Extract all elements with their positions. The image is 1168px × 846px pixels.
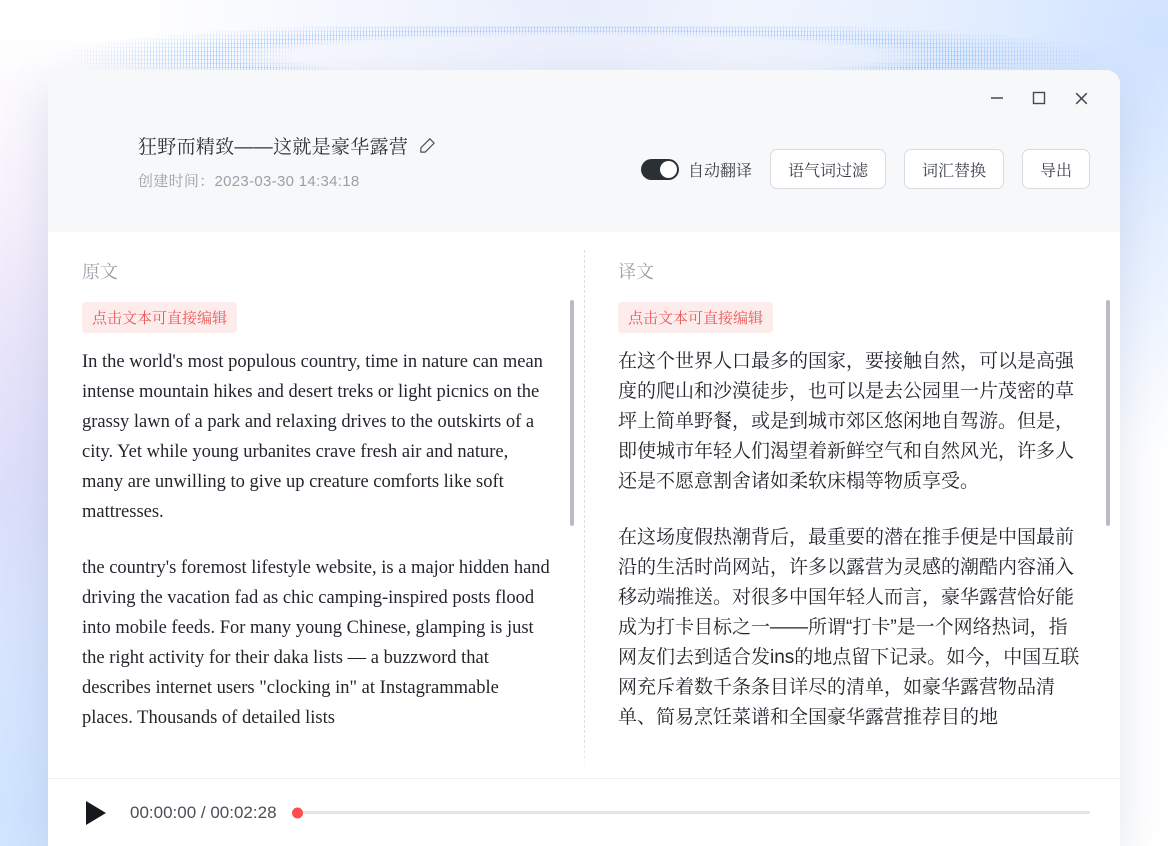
target-scrollbar[interactable] xyxy=(1106,300,1110,526)
close-icon[interactable] xyxy=(1060,81,1102,115)
document-header xyxy=(48,126,1120,232)
replace-words-button[interactable]: 词汇替换 xyxy=(904,149,1004,189)
page-title: 狂野而精致——这就是豪华露营 xyxy=(138,137,409,158)
target-pane xyxy=(584,232,1120,778)
maximize-icon[interactable] xyxy=(1018,81,1060,115)
play-icon[interactable] xyxy=(78,796,112,830)
document-title-row xyxy=(138,132,437,159)
window-titlebar xyxy=(48,70,1120,126)
source-paragraph[interactable]: the country's foremost lifestyle website, is a major hidden hand driving the vacation fad as chic camping-inspired posts flood into mobile feeds. For many young Chinese, glamping is just the right activity for their daka lists — a buzzword that describes internet users "clocking in" at Instagrammable places. Thousands of detailed lists xyxy=(82,558,550,728)
app-window xyxy=(48,70,1120,846)
playback-progress-track[interactable] xyxy=(295,811,1090,814)
export-button[interactable]: 导出 xyxy=(1022,149,1090,189)
source-fade-overlay xyxy=(48,744,584,778)
target-paragraph[interactable]: 在这场度假热潮背后，最重要的潜在推手便是中国最前沿的生活时尚网站，许多以露营为灵感的潮酷内容涌入移动端推送。对很多中国年轻人而言，豪华露营恰好能成为打卡目标之一——所谓“打卡”是一个网络热词，指网友们去到适合发ins的地点留下记录。如今，中国互联网充斥着数千条条目详尽的清单，如豪华露营物品清单、简易烹饪菜谱和全国豪华露营推荐目的地 xyxy=(618,527,1080,728)
auto-translate-label: 自动翻译 xyxy=(687,162,752,180)
source-paragraph[interactable]: In the world's most populous country, time in nature can mean intense mountain hikes and desert treks or light picnics on the grassy lawn of a park and relaxing drives to the outskirts of a city. Yet while young urbanites crave fresh air and nature, many are unwilling to give up creature comforts like soft mattresses. xyxy=(82,352,543,522)
target-pane-title: 译文 xyxy=(618,262,654,282)
created-time-label: 创建时间：2023-03-30 14:34:18 xyxy=(138,173,360,190)
target-fade-overlay xyxy=(584,744,1120,778)
auto-translate-toggle[interactable] xyxy=(641,159,679,180)
source-pane-title: 原文 xyxy=(82,262,118,282)
auto-translate-toggle-group[interactable] xyxy=(641,158,752,181)
header-actions xyxy=(641,149,1090,189)
transcript-panes xyxy=(48,232,1120,778)
toggle-knob xyxy=(660,161,677,178)
minimize-icon[interactable] xyxy=(976,81,1018,115)
target-paragraph[interactable]: 在这个世界人口最多的国家，要接触自然，可以是高强度的爬山和沙漠徒步，也可以是去公园里一片茂密的草坪上简单野餐，或是到城市郊区悠闲地自驾游。但是，即使城市年轻人们渴望着新鲜空气和自然风光，许多人还是不愿意割舍诸如柔软床榻等物质享受。 xyxy=(618,351,1075,492)
filter-fillers-button[interactable]: 语气词过滤 xyxy=(770,149,886,189)
source-scrollbar[interactable] xyxy=(570,300,574,526)
playback-time: 00:00:00 / 00:02:28 xyxy=(130,802,277,822)
playback-marker[interactable] xyxy=(292,807,303,818)
target-edit-hint: 点击文本可直接编辑 xyxy=(618,302,773,333)
audio-player xyxy=(48,778,1120,846)
source-edit-hint: 点击文本可直接编辑 xyxy=(82,302,237,333)
edit-icon[interactable] xyxy=(418,136,437,155)
source-pane xyxy=(48,232,584,778)
